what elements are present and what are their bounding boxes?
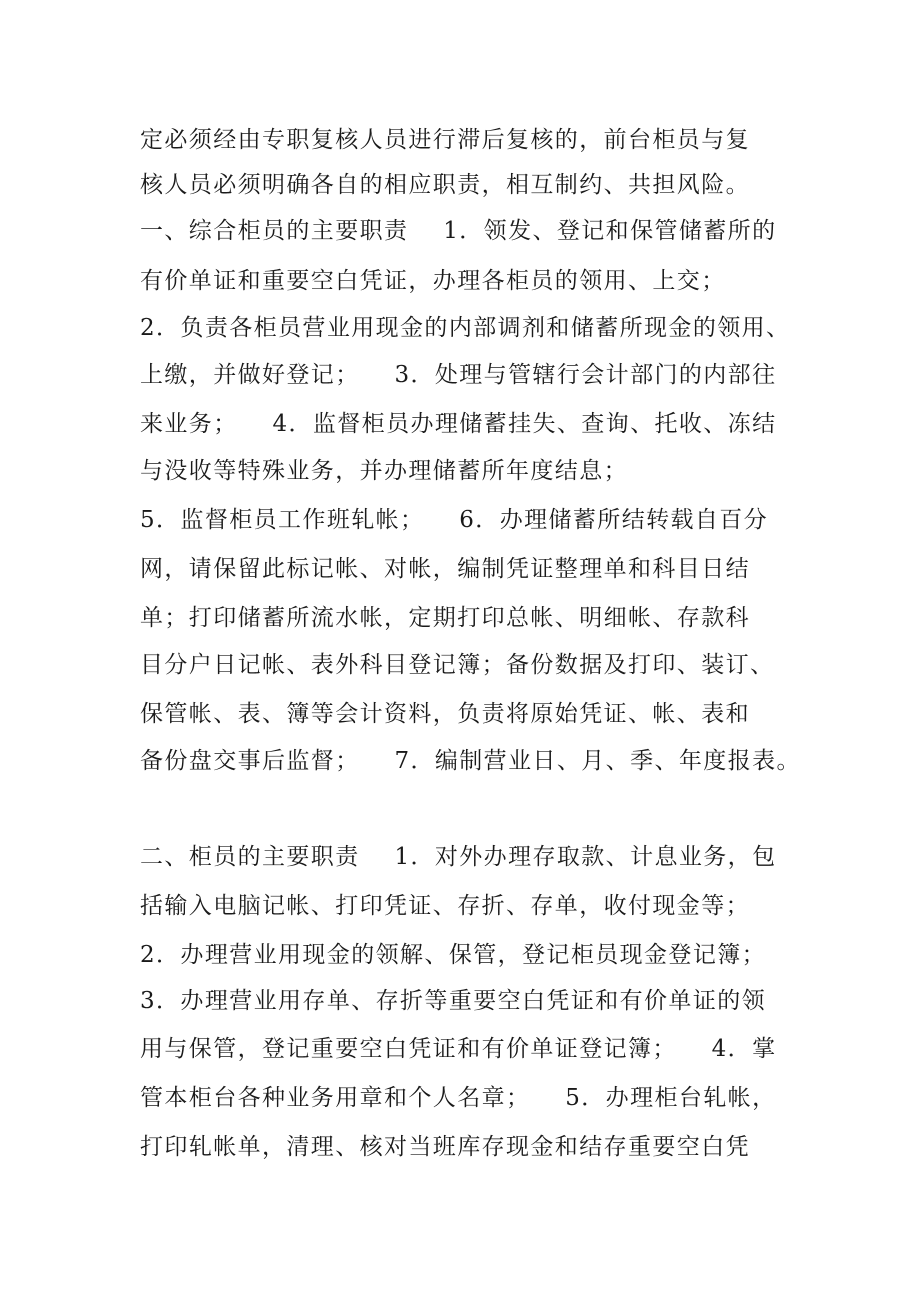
text-line: 备份盘交事后监督； 7．编制营业日、月、季、年度报表。 [140, 748, 801, 774]
text-line: 5．监督柜员工作班轧帐； 6．办理储蓄所结转载自百分 [140, 507, 769, 533]
text-line: 3．办理营业用存单、存折等重要空白凭证和有价单证的领 [140, 988, 767, 1014]
text-line: 二、柜员的主要职责 1．对外办理存取款、计息业务，包 [140, 844, 777, 870]
text-line: 单；打印储蓄所流水帐，定期打印总帐、明细帐、存款科 [140, 605, 750, 631]
text-line: 括输入电脑记帐、打印凭证、存折、存单，收付现金等； [140, 893, 750, 919]
text-line: 核人员必须明确各自的相应职责，相互制约、共担风险。 [140, 172, 750, 198]
text-line: 上缴，并做好登记； 3．处理与管辖行会计部门的内部往 [140, 362, 777, 388]
text-line: 2．办理营业用现金的领解、保管，登记柜员现金登记簿； [140, 942, 767, 968]
text-line: 用与保管，登记重要空白凭证和有价单证登记簿； 4．掌 [140, 1036, 777, 1062]
text-line: 有价单证和重要空白凭证，办理各柜员的领用、上交； [140, 268, 726, 294]
text-line: 与没收等特殊业务，并办理储蓄所年度结息； [140, 458, 628, 484]
text-line: 网，请保留此标记帐、对帐，编制凭证整理单和科目日结 [140, 556, 750, 582]
text-line: 目分户日记帐、表外科目登记簿；备份数据及打印、装订、 [140, 652, 775, 678]
text-line: 定必须经由专职复核人员进行滞后复核的，前台柜员与复 [140, 127, 750, 153]
text-line: 打印轧帐单，清理、核对当班库存现金和结存重要空白凭 [140, 1134, 750, 1160]
text-line: 来业务； 4．监督柜员办理储蓄挂失、查询、托收、冻结 [140, 411, 777, 437]
text-line: 2．负责各柜员营业用现金的内部调剂和储蓄所现金的领用、 [140, 315, 791, 341]
text-line: 一、综合柜员的主要职责 1．领发、登记和保管储蓄所的 [140, 218, 777, 244]
text-line: 保管帐、表、簿等会计资料，负责将原始凭证、帐、表和 [140, 701, 750, 727]
text-line: 管本柜台各种业务用章和个人名章； 5．办理柜台轧帐， [140, 1085, 777, 1111]
